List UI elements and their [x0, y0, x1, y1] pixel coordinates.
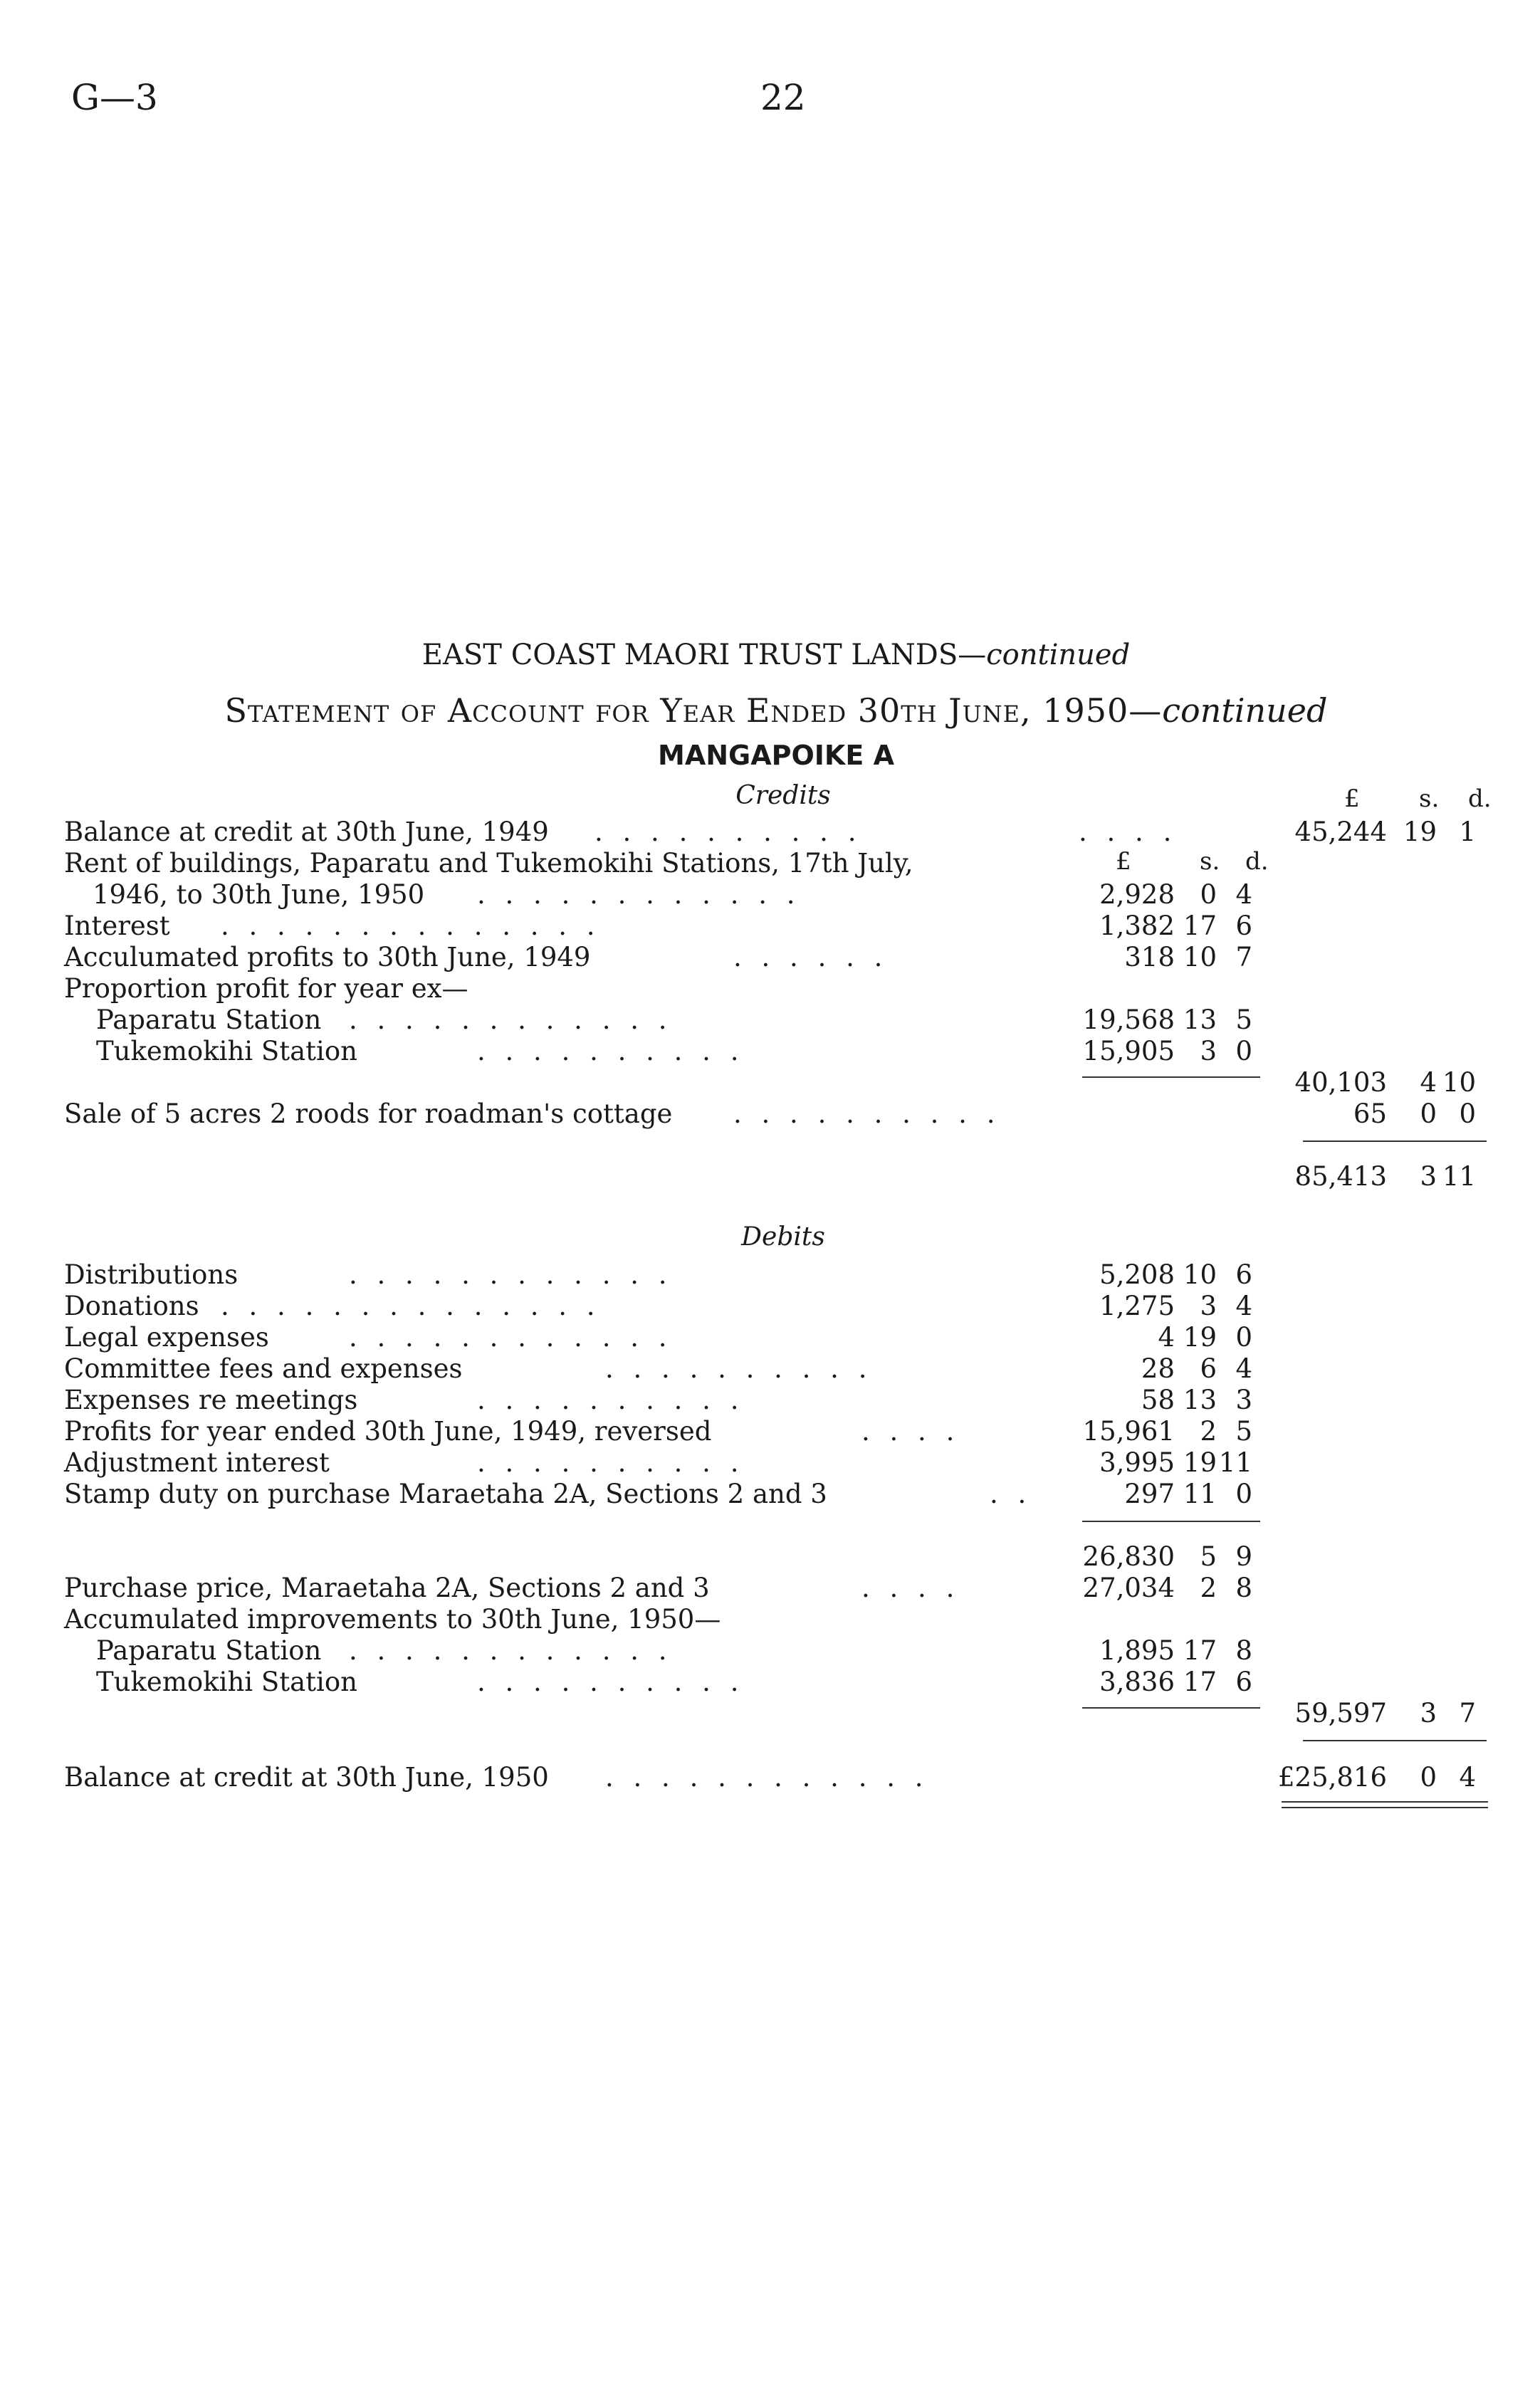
- inner-subtotal-rule: [1082, 1521, 1260, 1522]
- debit-label: Adjustment interest: [64, 1447, 330, 1478]
- inner-pence: 6: [1235, 1259, 1252, 1290]
- outer-pounds: 65: [1353, 1098, 1387, 1129]
- inner-pence: 4: [1235, 1291, 1252, 1321]
- outer-pence: 1: [1459, 817, 1476, 847]
- section-heading: MANGAPOIKE A: [658, 740, 894, 771]
- inner-shillings: 0: [1200, 879, 1217, 910]
- inner-shillings: 10: [1183, 1259, 1217, 1290]
- credit-label: Tukemokihi Station: [96, 1036, 357, 1066]
- outer-total-rule: [1303, 1740, 1487, 1741]
- outer-pence: 11: [1442, 1161, 1476, 1192]
- leader-dots: . . . . . . . . . .: [594, 817, 862, 847]
- debit-label: Donations: [64, 1291, 199, 1321]
- leader-dots: . . . . . . . . . .: [477, 1036, 745, 1066]
- inner-shillings: 6: [1200, 1353, 1217, 1384]
- leader-dots: . . . . . . . . . . . .: [349, 1322, 673, 1353]
- credit-label: Acculumated profits to 30th June, 1949: [64, 942, 591, 972]
- inner-pounds: 2,928: [1099, 879, 1175, 910]
- inner-shillings: 17: [1183, 1635, 1217, 1666]
- inner-pence-header: d.: [1245, 847, 1269, 876]
- inner-pence: 0: [1235, 1322, 1252, 1353]
- credit-label-continued: 1946, to 30th June, 1950: [93, 879, 425, 910]
- outer-shillings: 19: [1403, 817, 1437, 847]
- outer-pence: 0: [1459, 1098, 1476, 1129]
- outer-total-rule: [1303, 1140, 1487, 1142]
- leader-dots: . . . . . .: [733, 942, 889, 972]
- outer-pounds: £25,816: [1277, 1762, 1387, 1793]
- outer-pence: 4: [1459, 1762, 1476, 1793]
- inner-pence: 4: [1235, 879, 1252, 910]
- inner-shillings: 2: [1200, 1416, 1217, 1447]
- inner-pounds: 15,961: [1082, 1416, 1175, 1447]
- inner-pounds: 1,382: [1099, 911, 1175, 941]
- debit-label: Tukemokihi Station: [96, 1667, 357, 1697]
- page-code: G—3: [71, 77, 158, 118]
- outer-pence: 10: [1442, 1067, 1476, 1098]
- leader-dots: . . . . . . . . . .: [477, 1667, 745, 1697]
- leader-dots: . . . . . . . . . . . .: [605, 1762, 929, 1793]
- inner-pence: 9: [1235, 1541, 1252, 1572]
- leader-dots: . .: [990, 1479, 1032, 1509]
- outer-pence-header: d.: [1468, 785, 1492, 813]
- debit-label: Expenses re meetings: [64, 1385, 358, 1415]
- debit-label: Profits for year ended 30th June, 1949, reversed: [64, 1416, 712, 1447]
- credits-label: Credits: [735, 781, 831, 810]
- inner-pounds: 5,208: [1099, 1259, 1175, 1290]
- inner-pounds: 3,836: [1099, 1667, 1175, 1697]
- credit-label: Sale of 5 acres 2 roods for roadman's cottage: [64, 1098, 673, 1129]
- inner-pounds: 4: [1158, 1322, 1175, 1353]
- inner-shillings: 13: [1183, 1005, 1217, 1035]
- leader-dots: . . . . . . . . . .: [605, 1353, 873, 1384]
- debit-label: Purchase price, Maraetaha 2A, Sections 2 and 3: [64, 1573, 710, 1603]
- outer-shillings: 3: [1420, 1698, 1437, 1729]
- inner-pounds: 27,034: [1082, 1573, 1175, 1603]
- outer-shillings-header: s.: [1419, 785, 1440, 813]
- leader-dots: . . . .: [861, 1573, 960, 1603]
- inner-pounds: 1,895: [1099, 1635, 1175, 1666]
- inner-pounds: 28: [1141, 1353, 1175, 1384]
- inner-pence: 5: [1235, 1416, 1252, 1447]
- inner-pence: 6: [1235, 911, 1252, 941]
- outer-pounds: 59,597: [1294, 1698, 1387, 1729]
- leader-dots: . . . . . . . . . . . . . .: [221, 911, 601, 941]
- inner-pence: 0: [1235, 1479, 1252, 1509]
- inner-shillings: 2: [1200, 1573, 1217, 1603]
- leader-dots: . . . .: [861, 1416, 960, 1447]
- debit-label: Distributions: [64, 1259, 239, 1290]
- outer-shillings: 4: [1420, 1067, 1437, 1098]
- leader-dots: . . . . . . . . . . . .: [349, 1635, 673, 1666]
- inner-pence: 7: [1235, 942, 1252, 972]
- leader-dots: . . . . . . . . . . . .: [349, 1005, 673, 1035]
- inner-pence: 6: [1235, 1667, 1252, 1697]
- inner-shillings: 3: [1200, 1291, 1217, 1321]
- inner-shillings: 17: [1183, 1667, 1217, 1697]
- document-title: EAST COAST MAORI TRUST LANDS—continued: [421, 639, 1131, 671]
- inner-pounds-header: £: [1116, 847, 1131, 876]
- leader-dots: . . . . . . . . . . . . . .: [221, 1291, 601, 1321]
- outer-pounds: 85,413: [1294, 1161, 1387, 1192]
- leader-dots: . . . . . . . . . .: [477, 1447, 745, 1478]
- inner-pence: 11: [1218, 1447, 1252, 1478]
- credit-label: Rent of buildings, Paparatu and Tukemokihi Stations, 17th July,: [64, 848, 913, 879]
- credit-label: Paparatu Station: [96, 1005, 322, 1035]
- inner-pence: 4: [1235, 1353, 1252, 1384]
- leader-dots: . . . . . . . . . . . .: [349, 1259, 673, 1290]
- credit-label: Balance at credit at 30th June, 1949: [64, 817, 549, 847]
- inner-pounds: 3,995: [1099, 1447, 1175, 1478]
- inner-shillings: 5: [1200, 1541, 1217, 1572]
- leader-dots: . . . . . . . . . . . .: [477, 879, 801, 910]
- outer-pence: 7: [1459, 1698, 1476, 1729]
- inner-shillings-header: s.: [1200, 847, 1220, 876]
- inner-pounds: 58: [1141, 1385, 1175, 1415]
- page-number: 22: [760, 77, 806, 118]
- inner-shillings: 3: [1200, 1036, 1217, 1066]
- inner-pence: 0: [1235, 1036, 1252, 1066]
- inner-pence: 8: [1235, 1573, 1252, 1603]
- double-rule-bottom: [1282, 1807, 1488, 1808]
- inner-pounds: 19,568: [1082, 1005, 1175, 1035]
- document-subtitle: Statement of Account for Year Ended 30th June, 1950—continued: [224, 691, 1328, 730]
- outer-pounds: 45,244: [1294, 817, 1387, 847]
- balance-label: Balance at credit at 30th June, 1950: [64, 1762, 549, 1793]
- debit-label: Stamp duty on purchase Maraetaha 2A, Sections 2 and 3: [64, 1479, 827, 1509]
- outer-shillings: 0: [1420, 1098, 1437, 1129]
- inner-shillings: 11: [1183, 1479, 1217, 1509]
- leader-dots: . . . .: [1079, 817, 1178, 847]
- inner-pounds: 15,905: [1082, 1036, 1175, 1066]
- inner-pounds: 1,275: [1099, 1291, 1175, 1321]
- double-rule-top: [1282, 1801, 1488, 1803]
- inner-pounds: 26,830: [1082, 1541, 1175, 1572]
- outer-shillings: 0: [1420, 1762, 1437, 1793]
- credit-label: Interest: [64, 911, 170, 941]
- inner-pence: 5: [1235, 1005, 1252, 1035]
- debit-label: Legal expenses: [64, 1322, 269, 1353]
- credit-label: Proportion profit for year ex—: [64, 973, 468, 1004]
- outer-pounds-header: £: [1344, 785, 1360, 813]
- inner-shillings: 10: [1183, 942, 1217, 972]
- outer-shillings: 3: [1420, 1161, 1437, 1192]
- inner-shillings: 19: [1183, 1447, 1217, 1478]
- debit-label: Paparatu Station: [96, 1635, 322, 1666]
- debit-label: Committee fees and expenses: [64, 1353, 463, 1384]
- leader-dots: . . . . . . . . . .: [733, 1098, 1001, 1129]
- leader-dots: . . . . . . . . . .: [477, 1385, 745, 1415]
- outer-pounds: 40,103: [1294, 1067, 1387, 1098]
- inner-shillings: 17: [1183, 911, 1217, 941]
- inner-pounds: 297: [1124, 1479, 1175, 1509]
- inner-shillings: 19: [1183, 1322, 1217, 1353]
- inner-pounds: 318: [1124, 942, 1175, 972]
- inner-pence: 3: [1235, 1385, 1252, 1415]
- inner-subtotal-rule: [1082, 1076, 1260, 1078]
- inner-subtotal-rule: [1082, 1707, 1260, 1709]
- inner-shillings: 13: [1183, 1385, 1217, 1415]
- debit-label: Accumulated improvements to 30th June, 1950—: [64, 1604, 721, 1635]
- debits-label: Debits: [741, 1222, 825, 1252]
- inner-pence: 8: [1235, 1635, 1252, 1666]
